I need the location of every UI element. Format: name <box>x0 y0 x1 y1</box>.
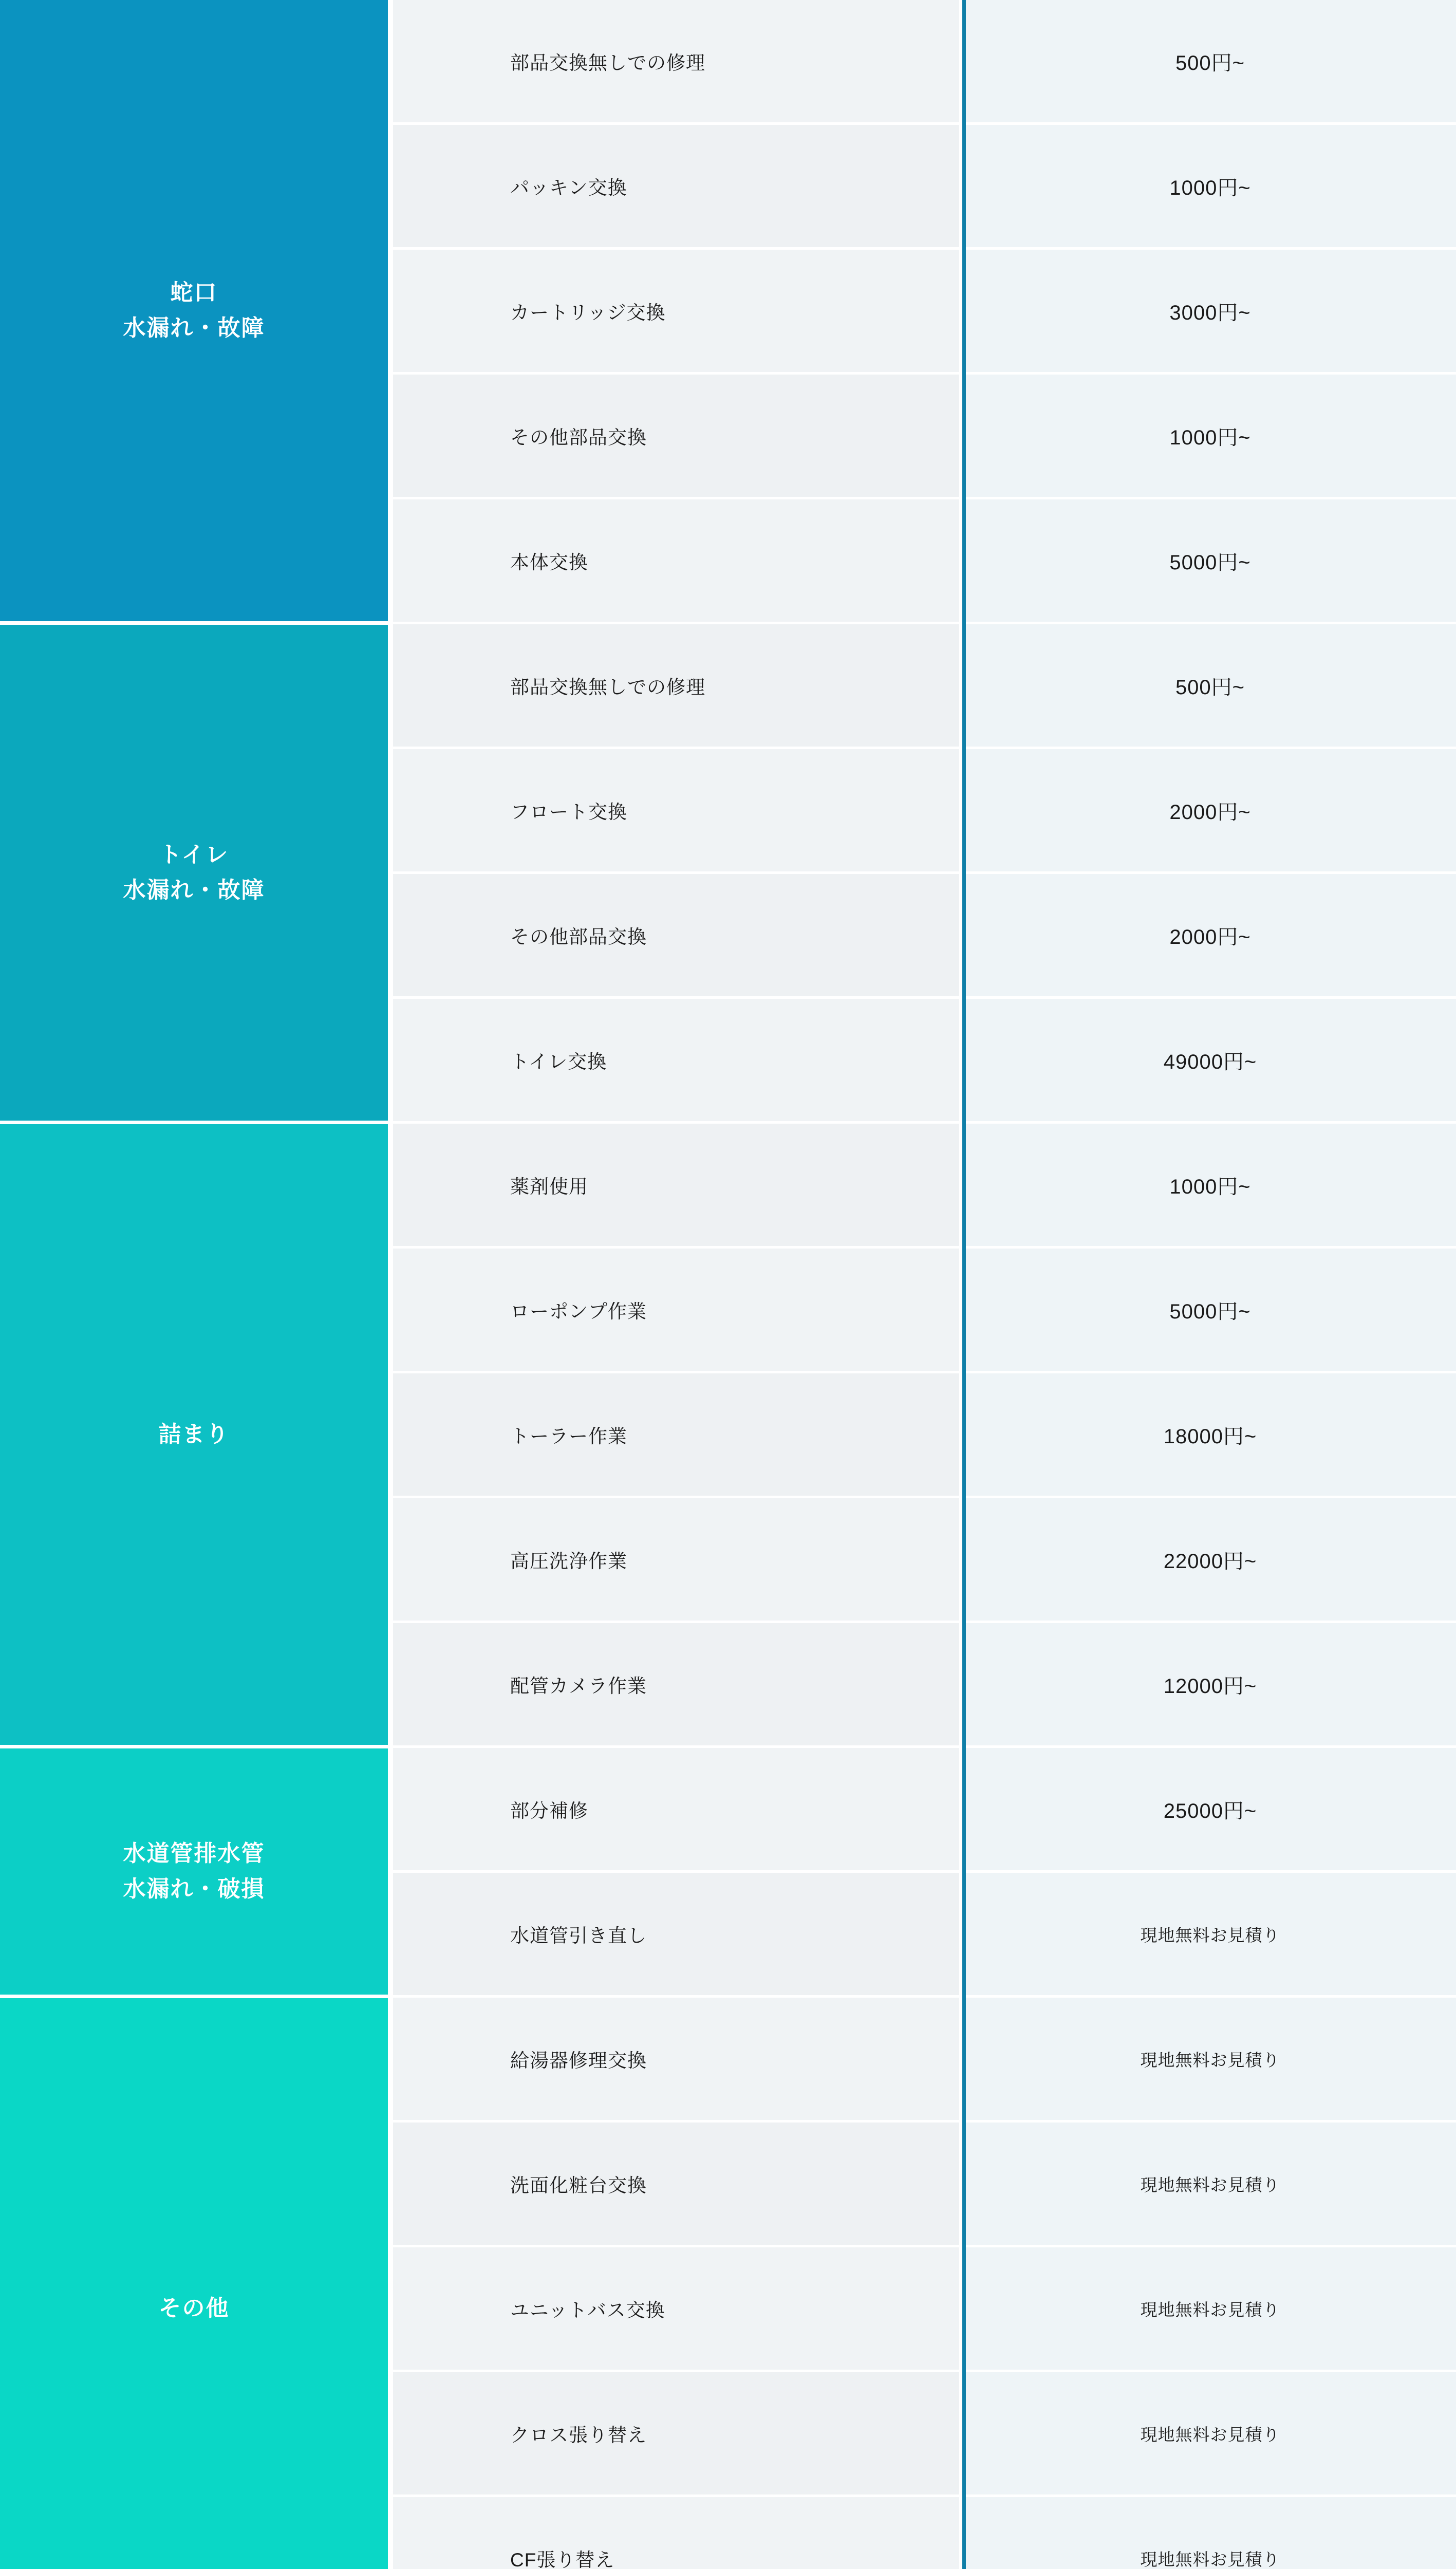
category-label-line: 詰まり <box>158 1421 230 1447</box>
category-label-line: 水漏れ・故障 <box>123 877 265 903</box>
service-price-value: 25000円~ <box>962 1747 1456 1872</box>
service-item-label: カートリッジ交換 <box>390 249 962 374</box>
service-price-value: 1000円~ <box>962 374 1456 498</box>
service-item-label: 水道管引き直し <box>390 1872 962 1997</box>
service-item-label: 給湯器修理交換 <box>390 1997 962 2121</box>
category-cell-clog <box>0 1123 390 1747</box>
service-price-value: 現地無料お見積り <box>962 2246 1456 2371</box>
service-price-value: 現地無料お見積り <box>962 1872 1456 1997</box>
service-item-label: 洗面化粧台交換 <box>390 2121 962 2246</box>
service-price-value: 12000円~ <box>962 1622 1456 1747</box>
table-row <box>0 0 1456 124</box>
service-price-value: 500円~ <box>962 0 1456 124</box>
service-price-value: 49000円~ <box>962 998 1456 1123</box>
service-item-label: 部品交換無しでの修理 <box>390 623 962 748</box>
service-item-label: ローポンプ作業 <box>390 1248 962 1372</box>
category-label-line: 蛇口 <box>170 280 218 306</box>
service-item-label: その他部品交換 <box>390 873 962 998</box>
table-row <box>0 1997 1456 2121</box>
service-item-label: 配管カメラ作業 <box>390 1622 962 1747</box>
service-price-value: 1000円~ <box>962 124 1456 249</box>
service-item-label: 部品交換無しでの修理 <box>390 0 962 124</box>
service-price-value: 22000円~ <box>962 1497 1456 1622</box>
service-price-value: 5000円~ <box>962 498 1456 623</box>
service-item-label: CF張り替え <box>390 2496 962 2569</box>
service-item-label: トイレ交換 <box>390 998 962 1123</box>
service-item-label: フロート交換 <box>390 748 962 873</box>
service-item-label: 部分補修 <box>390 1747 962 1872</box>
category-cell-toilet <box>0 623 390 1123</box>
service-item-label: トーラー作業 <box>390 1372 962 1497</box>
table-row <box>0 1123 1456 1248</box>
service-item-label: パッキン交換 <box>390 124 962 249</box>
category-cell-other <box>0 1997 390 2569</box>
table-row <box>0 623 1456 748</box>
service-item-label: 本体交換 <box>390 498 962 623</box>
category-cell-faucet <box>0 0 390 623</box>
service-item-label: 薬剤使用 <box>390 1123 962 1248</box>
category-label-line: 水道管排水管 <box>123 1841 265 1867</box>
service-price-value: 現地無料お見積り <box>962 1997 1456 2121</box>
service-price-value: 2000円~ <box>962 873 1456 998</box>
service-item-label: ユニットバス交換 <box>390 2246 962 2371</box>
category-label-line: 水漏れ・破損 <box>123 1876 265 1902</box>
table-row <box>0 1747 1456 1872</box>
service-price-value: 1000円~ <box>962 1123 1456 1248</box>
service-price-value: 3000円~ <box>962 249 1456 374</box>
service-item-label: その他部品交換 <box>390 374 962 498</box>
category-label-line: 水漏れ・故障 <box>123 315 265 341</box>
category-label-line: その他 <box>158 2295 230 2321</box>
service-item-label: クロス張り替え <box>390 2371 962 2496</box>
service-item-label: 高圧洗浄作業 <box>390 1497 962 1622</box>
service-price-value: 500円~ <box>962 623 1456 748</box>
service-price-value: 5000円~ <box>962 1248 1456 1372</box>
service-price-value: 現地無料お見積り <box>962 2121 1456 2246</box>
service-price-value: 2000円~ <box>962 748 1456 873</box>
category-cell-pipes <box>0 1747 390 1997</box>
service-price-value: 18000円~ <box>962 1372 1456 1497</box>
category-label-line: トイレ <box>159 842 229 868</box>
service-price-value: 現地無料お見積り <box>962 2496 1456 2569</box>
service-price-value: 現地無料お見積り <box>962 2371 1456 2496</box>
